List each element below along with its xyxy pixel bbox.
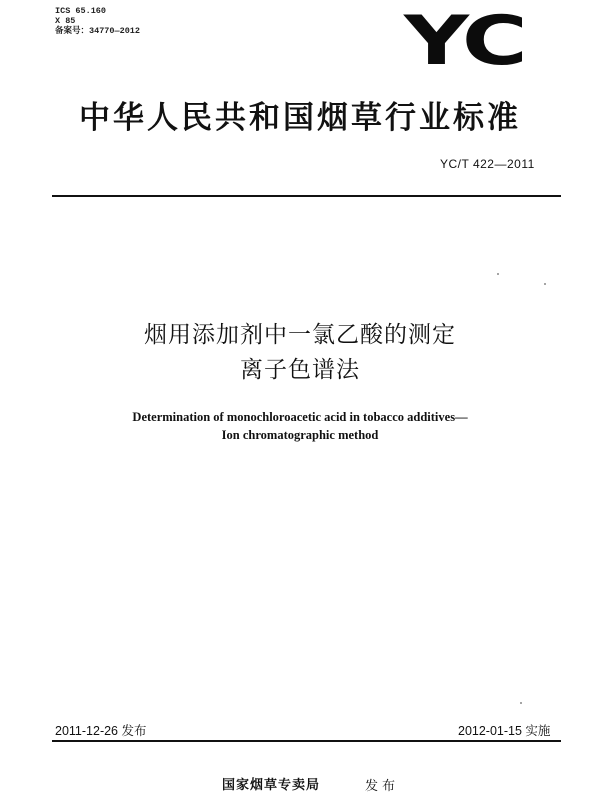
publisher-name: 国家烟草专卖局 (222, 778, 321, 793)
filing-number: 备案号：34770—2012 (55, 26, 141, 36)
publish-label: 发布 (365, 779, 400, 794)
implementation-date: 2012-01-15 实施 (458, 724, 551, 738)
standard-number: YC/T 422—2011 (440, 157, 535, 171)
chinese-title-line-1: 烟用添加剂中一氯乙酸的测定 (144, 322, 456, 348)
english-title-line-1: Determination of monochloroacetic acid in tobacco additives— (132, 410, 468, 424)
bottom-divider (52, 740, 561, 742)
chinese-title-line-2: 离子色谱法 (240, 357, 360, 383)
classification-codes (55, 6, 140, 36)
scan-speck (544, 283, 546, 285)
english-title-line-2: Ion chromatographic method (221, 428, 379, 442)
scan-speck (497, 273, 499, 275)
issue-date: 2011-12-26 发布 (55, 724, 147, 738)
scan-speck (520, 702, 522, 704)
ics-code: ICS 65.160 (55, 6, 107, 16)
yc-logo: YC (404, 2, 524, 81)
top-divider (52, 195, 561, 197)
ccs-code: X 85 (55, 16, 76, 26)
standard-name: 中华人民共和国烟草行业标准 (79, 100, 521, 136)
